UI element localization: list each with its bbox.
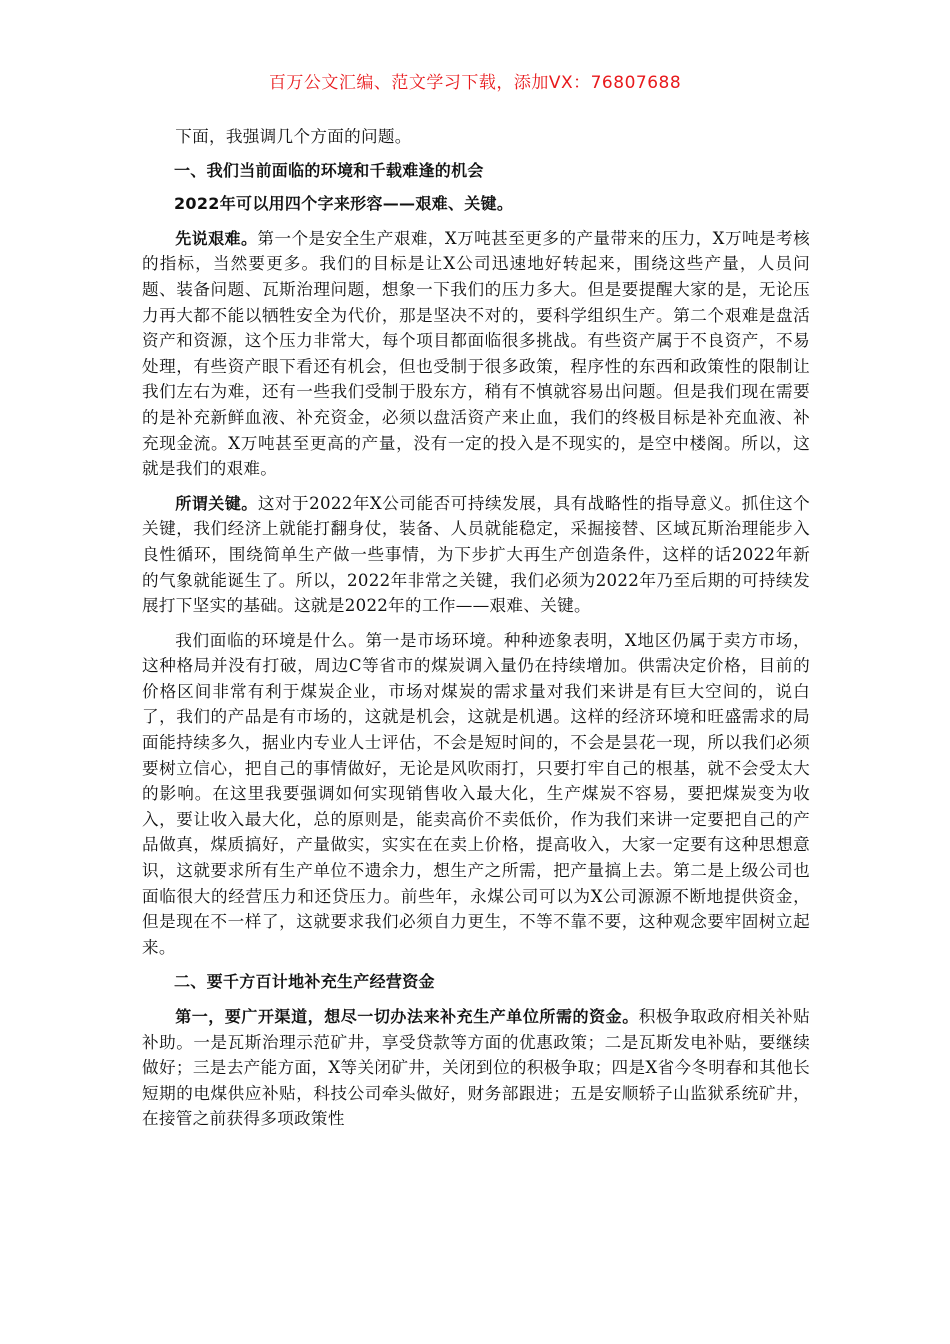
paragraph-text: 这对于2022年X公司能否可持续发展，具有战略性的指导意义。抓住这个关键，我们经济上就能打翻身仗，装备、人员就能稳定，采掘接替、区域瓦斯治理能步入良性循环，围绕简单生产做一些事情，为下步扩大再生产创造条件，这样的话2022年新的气象就能诞生了。所以，2022年非常之关键，我们必须为2022年乃至后期的可持续发展打下坚实的基础。这就是2022年的工作——艰难、关键。 [142, 493, 810, 616]
section-1-heading: 一、我们当前面临的环境和千载难逢的机会 [174, 160, 484, 180]
subheading: 2022年可以用四个字来形容——艰难、关键。 [174, 194, 514, 214]
paragraph-funding [142, 1004, 810, 1132]
paragraph-key [142, 491, 810, 619]
paragraph-difficulty [142, 226, 810, 482]
intro-paragraph: 下面，我强调几个方面的问题。 [175, 127, 412, 146]
document-body [142, 124, 810, 1132]
paragraph-environment: 我们面临的环境是什么。第一是市场环境。种种迹象表明，X地区仍属于卖方市场，这种格局并没有打破，周边C等省市的煤炭调入量仍在持续增加。供需决定价格，目前的价格区间非常有利于煤炭企业，市场对煤炭的需求量对我们来讲是有巨大空间的，说白了，我们的产品是有市场的，这就是机会，这就是机遇。这样的经济环境和旺盛需求的局面能持续多久，据业内专业人士评估，不会是短时间的，不会是昙花一现，所以我们必须要树立信心，把自己的事情做好，无论是风吹雨打，只要打牢自己的根基，就不会受太大的影响。在这里我要强调如何实现销售收入最大化，生产煤炭不容易，要把煤炭变为收入，要让收入最大化，总的原则是，能卖高价不卖低价，作为我们来讲一定要把自己的产品做真，煤质搞好，产量做实，实实在在卖上价格，提高收入，大家一定要有这种思想意识，这就要求所有生产单位不遗余力，想生产之所需，把产量搞上去。第二是上级公司也面临很大的经营压力和还贷压力。前些年，永煤公司可以为X公司源源不断地提供资金，但是现在不一样了，这就要求我们必须自力更生，不等不靠不要，这种观念要牢固树立起来。 [142, 630, 810, 957]
watermark-banner: 百万公文汇编、范文学习下载，添加VX：76807688 [268, 73, 682, 93]
paragraph-lead: 先说艰难。 [175, 228, 258, 248]
paragraph-lead: 第一，要广开渠道，想尽一切办法来补充生产单位所需的资金。 [175, 1007, 639, 1026]
section-2-heading: 二、要千方百计地补充生产经营资金 [174, 972, 435, 992]
paragraph-lead: 所谓关键。 [175, 493, 258, 513]
paragraph-text: 第一个是安全生产艰难，X万吨甚至更多的产量带来的压力，X万吨是考核的指标，当然要更多。我们的目标是让X公司迅速地好转起来，围绕这些产量，人员问题、装备问题、瓦斯治理问题，想象一下我们的压力多大。但是要提醒大家的是，无论压力再大都不能以牺牲安全为代价，那是坚决不对的，要科学组织生产。第二个艰难是盘活资产和资源，这个压力非常大，每个项目都面临很多挑战。有些资产属于不良资产，不易处理，有些资产眼下看还有机会，但也受制于很多政策，程序性的东西和政策性的限制让我们左右为难，还有一些我们受制于股东方，稍有不慎就容易出问题。但是我们现在需要的是补充新鲜血液、补充资金，必须以盘活资产来止血，我们的终极目标是补充血液、补充现金流。X万吨甚至更高的产量，没有一定的投入是不现实的，是空中楼阁。所以，这就是我们的艰难。 [142, 228, 810, 479]
paragraph-text: 积极争取政府相关补贴补助。一是瓦斯治理示范矿井，享受贷款等方面的优惠政策；二是瓦斯发电补贴，要继续做好；三是去产能方面，X等关闭矿井，关闭到位的积极争取；四是X省今冬明春和其他长短期的电煤供应补贴，科技公司牵头做好，财务部跟进；五是安顺轿子山监狱系统矿井，在接管之前获得多项政策性 [142, 1007, 811, 1129]
